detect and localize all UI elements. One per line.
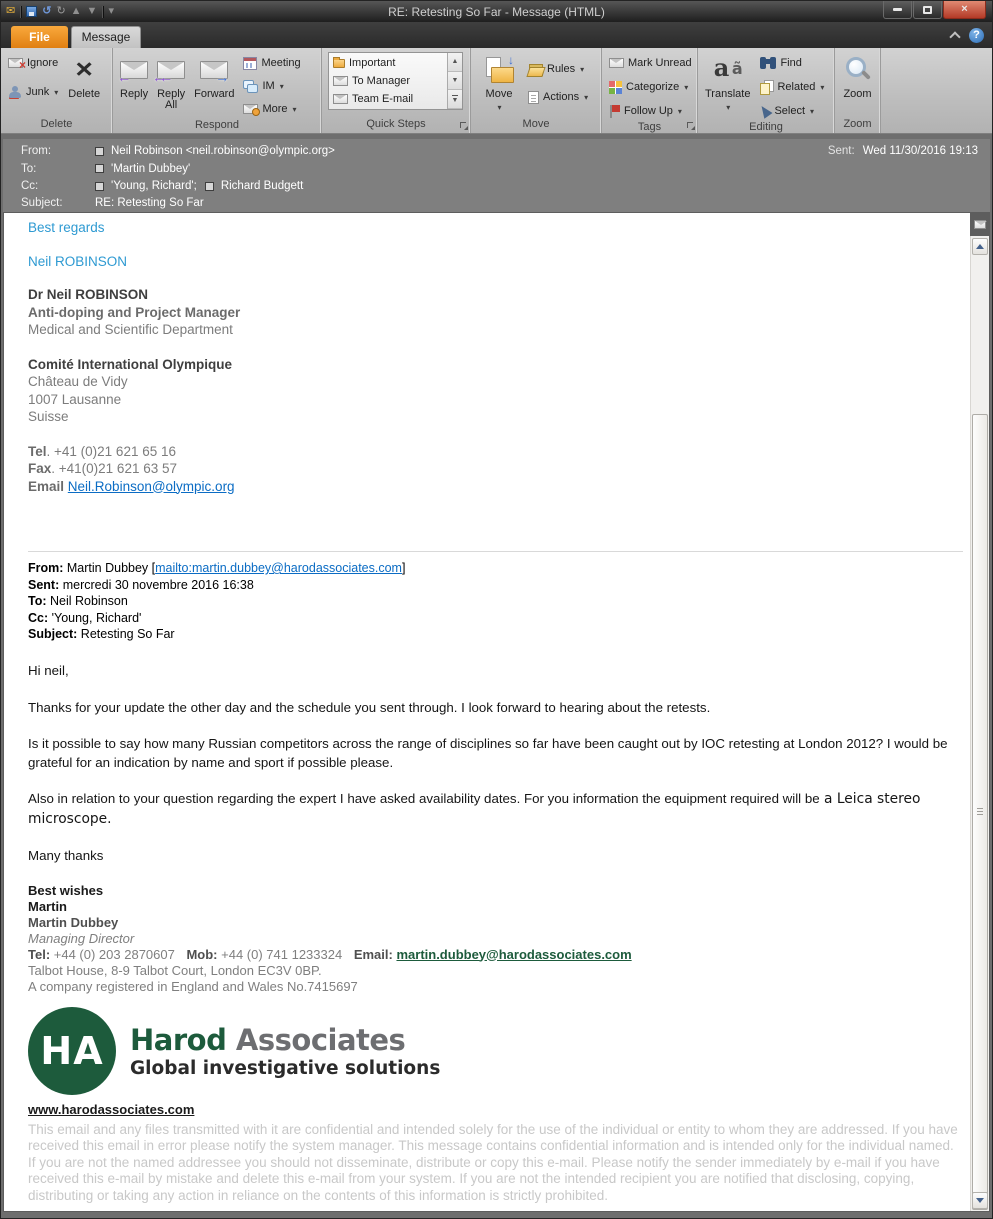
actions-button[interactable] xyxy=(525,87,591,107)
im-icon xyxy=(243,80,258,93)
quoted-cc-line: Cc: 'Young, Richard' xyxy=(28,610,142,625)
rules-label: Rules xyxy=(547,63,576,75)
find-label: Find xyxy=(780,57,802,69)
brand-name: Harod Associates xyxy=(130,1022,406,1057)
ribbon xyxy=(1,48,992,134)
sig-name: Dr Neil ROBINSON xyxy=(28,287,149,302)
first-name-line: Martin xyxy=(28,898,67,914)
window-title: RE: Retesting So Far - Message (HTML) xyxy=(388,4,605,19)
contact-presence-icon[interactable] xyxy=(205,182,214,191)
actions-label: Actions xyxy=(543,91,580,103)
chevron-down-icon: ▾ xyxy=(820,82,825,92)
important-step-icon xyxy=(333,59,345,68)
forward-envelope-icon: → xyxy=(200,61,228,79)
tab-message[interactable]: Message xyxy=(71,26,141,48)
reply-label: Reply xyxy=(120,88,149,100)
quoted-subject-line: Subject: Retesting So Far xyxy=(28,627,175,641)
job-title-line: Managing Director xyxy=(28,930,135,946)
qat-separator xyxy=(20,6,21,18)
chevron-down-icon: ▾ xyxy=(279,81,284,91)
sig-title: Anti-doping and Project Manager xyxy=(28,304,241,320)
full-name-line: Martin Dubbey xyxy=(28,914,119,930)
maximize-icon xyxy=(923,6,932,14)
gallery-more-icon: ▼ xyxy=(451,96,459,104)
org-addr-3: Suisse xyxy=(28,409,69,424)
titlebar[interactable] xyxy=(1,1,992,22)
mark-unread-envelope-icon xyxy=(609,58,624,68)
customize-qat-icon[interactable]: ▾ xyxy=(108,5,114,17)
forward-label: Forward xyxy=(194,88,235,100)
leica-text: a Leica stereo microscope. xyxy=(28,790,921,827)
best-wishes-line: Best wishes xyxy=(28,882,104,898)
chevron-down-icon: ▾ xyxy=(677,106,682,116)
next-item-icon[interactable]: ▼ xyxy=(86,5,98,17)
contact-presence-icon[interactable] xyxy=(95,147,104,156)
reply-all-envelope-icon: ←← xyxy=(157,61,185,79)
group-label-tags: Tags xyxy=(637,121,662,133)
quick-step-important-label: Important xyxy=(349,57,396,69)
translate-icon xyxy=(713,55,743,85)
qat-separator xyxy=(102,6,103,18)
to-label: To: xyxy=(21,162,37,175)
team-email-step-icon xyxy=(333,94,348,104)
zoom-label: Zoom xyxy=(843,88,872,100)
message-item-icon xyxy=(974,220,986,229)
select-button[interactable] xyxy=(757,101,827,121)
translate-label: Translate xyxy=(705,88,751,100)
categorize-squares-icon xyxy=(609,81,622,94)
ignore-label: Ignore xyxy=(27,57,59,69)
more-respond-button[interactable] xyxy=(240,99,303,119)
follow-up-label: Follow Up xyxy=(624,105,673,117)
follow-up-button[interactable] xyxy=(606,101,695,121)
gallery-scroll-down[interactable] xyxy=(448,72,462,91)
undo-icon[interactable]: ↺ xyxy=(42,5,52,17)
chevron-down-icon: ▾ xyxy=(54,87,59,97)
cc-value-2: Richard Budgett xyxy=(220,180,304,192)
ribbon-group-tags xyxy=(602,48,698,133)
scrollbar-up-button[interactable] xyxy=(972,238,988,255)
contact-presence-icon[interactable] xyxy=(95,182,104,191)
gallery-scroll-up[interactable] xyxy=(448,53,462,72)
reply-all-label: Reply All xyxy=(157,88,186,111)
chevron-down-icon: ▾ xyxy=(497,103,502,112)
subject-label: Subject: xyxy=(21,197,63,209)
dialog-launcher-icon[interactable] xyxy=(686,121,695,130)
header-row-to xyxy=(21,163,190,175)
ha-logo-circle-icon xyxy=(28,1007,116,1095)
group-label-move: Move xyxy=(522,118,550,130)
chevron-down-icon: ▾ xyxy=(810,106,815,116)
chevron-down-icon: ▾ xyxy=(584,92,589,102)
redo-icon[interactable]: ↻ xyxy=(56,5,66,17)
reply-envelope-icon: ← xyxy=(120,61,148,79)
related-pages-icon xyxy=(760,80,773,94)
from-value: Neil Robinson <neil.robinson@olympic.org> xyxy=(111,145,335,157)
group-label-editing: Editing xyxy=(749,121,783,133)
org-addr-1: Château de Vidy xyxy=(28,374,128,389)
sent-value: Wed 11/30/2016 19:13 xyxy=(862,145,978,157)
company-reg-line: A company registered in England and Wales No.7415697 xyxy=(28,978,358,994)
paragraph-3: Also in relation to your question regarding the expert I have asked availability dates. For you information the equipment required will be a Leica stereo microscope. xyxy=(28,790,921,827)
contact-presence-icon[interactable] xyxy=(95,164,104,173)
mark-unread-button[interactable] xyxy=(606,53,695,73)
more-label: More xyxy=(262,103,288,115)
delete-x-icon: × xyxy=(75,54,93,85)
scrollbar-thumb[interactable] xyxy=(972,414,988,1210)
junk-label: Junk xyxy=(26,86,50,98)
find-button[interactable] xyxy=(757,53,827,73)
email-content xyxy=(4,213,969,1211)
select-pointer-icon xyxy=(758,103,773,119)
meeting-button[interactable] xyxy=(240,53,303,73)
group-label-zoom: Zoom xyxy=(843,118,872,130)
cc-label: Cc: xyxy=(21,180,39,192)
categorize-button[interactable] xyxy=(606,77,695,97)
header-row-from xyxy=(21,145,335,157)
rules-folder-icon xyxy=(528,64,543,75)
ha-logo-initials: HA xyxy=(40,1028,104,1073)
chevron-down-icon: ▾ xyxy=(726,103,731,112)
org-name: Comité International Olympique xyxy=(28,356,233,372)
quick-step-team-email[interactable] xyxy=(333,91,447,107)
chevron-down-icon: ▾ xyxy=(684,82,689,92)
zoom-button[interactable] xyxy=(840,51,874,100)
close-icon: × xyxy=(961,3,968,15)
mailto-link[interactable]: mailto:martin.dubbey@harodassociates.com xyxy=(155,561,402,575)
fax-line: Fax. +41(0)21 621 63 57 xyxy=(28,461,177,476)
ignore-icon xyxy=(8,58,23,68)
meeting-calendar-icon xyxy=(243,57,257,70)
chevron-down-icon: ▾ xyxy=(292,104,297,114)
subject-value: RE: Retesting So Far xyxy=(95,197,204,209)
group-label-delete: Delete xyxy=(40,118,73,130)
window-controls xyxy=(882,1,986,19)
org-addr-2: 1007 Lausanne xyxy=(28,391,122,407)
scrollbar-grip-icon xyxy=(977,808,983,816)
website-link[interactable]: www.harodassociates.com xyxy=(28,1101,195,1117)
categorize-label: Categorize xyxy=(626,81,680,93)
select-label: Select xyxy=(774,105,806,117)
im-label: IM xyxy=(262,80,275,92)
close-button[interactable] xyxy=(943,1,986,19)
scroll-down-icon: ▼ xyxy=(451,77,459,84)
mark-unread-label: Mark Unread xyxy=(628,57,692,69)
minimize-button[interactable] xyxy=(883,1,912,19)
contact-line: Tel: +44 (0) 203 2870607 Mob: +44 (0) 741 1233324 Email: martin.dubbey@harodassociates.com xyxy=(28,946,632,962)
harod-email-link[interactable]: martin.dubbey@harodassociates.com xyxy=(396,946,632,962)
header-row-cc xyxy=(21,180,303,192)
ribbon-tab-row xyxy=(1,22,992,48)
ribbon-empty-area xyxy=(881,48,992,133)
scroll-up-icon: ▲ xyxy=(451,58,459,66)
quick-step-to-manager-label: To Manager xyxy=(352,75,411,87)
ribbon-group-editing xyxy=(698,48,835,133)
greeting-line: Hi neil, xyxy=(28,662,69,678)
ribbon-group-respond xyxy=(113,48,322,133)
brand-tagline: Global investigative solutions xyxy=(130,1057,441,1079)
closing-line: Best regards xyxy=(28,220,105,235)
meeting-label: Meeting xyxy=(261,57,301,69)
sent-field xyxy=(828,145,978,157)
related-button[interactable] xyxy=(757,77,827,97)
signer-name: Neil ROBINSON xyxy=(28,253,128,269)
minimize-ribbon-icon[interactable] xyxy=(949,31,960,42)
reply-button[interactable] xyxy=(117,51,151,100)
ribbon-group-move xyxy=(471,48,602,133)
related-label: Related xyxy=(777,81,816,93)
reply-all-button[interactable] xyxy=(151,51,191,111)
group-label-respond: Respond xyxy=(194,119,240,131)
move-folder-icon: ↓ xyxy=(484,57,514,83)
ribbon-group-delete xyxy=(1,48,113,133)
scrollbar-down-button[interactable] xyxy=(972,1192,988,1209)
rules-button[interactable] xyxy=(525,59,591,79)
to-manager-step-icon xyxy=(333,76,348,86)
delete-button[interactable] xyxy=(65,51,103,100)
paragraph-1: Thanks for your update the other day and the schedule you sent through. I look forward to hearing about the retests. xyxy=(28,699,711,715)
maximize-button[interactable] xyxy=(913,1,942,19)
quoted-from-line: From: Martin Dubbey [mailto:martin.dubbey@harodassociates.com] xyxy=(28,561,406,575)
help-icon[interactable]: ? xyxy=(969,28,984,43)
from-label: From: xyxy=(21,145,52,157)
email-link[interactable]: Neil.Robinson@olympic.org xyxy=(67,478,235,494)
disclaimer-text: This email and any files transmitted with it are confidential and intended solely for the use of the individual or entity to whom they are addressed. If you have received this email in error please notify the system manager. This message contains confidential information and is intended only for the individual named. If you are not the named addressee you should not disseminate, distribute or copy this e-mail. Please notify the sender immediately by e-mail if you have received this e-mail by mistake and delete this e-mail from your system. If you are not the intended recipient you are notified that disclosing, copying, distributing or taking any action in reliance on the contents of this information is strictly prohibited. xyxy=(28,1121,958,1203)
vertical-scrollbar[interactable] xyxy=(970,236,989,1211)
harod-logo xyxy=(28,1007,963,1095)
quick-step-team-email-label: Team E-mail xyxy=(352,93,414,105)
dialog-launcher-icon[interactable] xyxy=(459,121,468,130)
zoom-magnifier-icon xyxy=(844,56,872,84)
ribbon-group-quick-steps xyxy=(322,48,471,133)
follow-up-flag-icon xyxy=(609,105,620,118)
junk-button[interactable] xyxy=(5,82,61,102)
ribbon-group-zoom xyxy=(835,48,881,133)
thanks-line: Many thanks xyxy=(28,847,104,863)
actions-document-icon xyxy=(528,91,539,104)
message-item-button[interactable] xyxy=(970,213,989,236)
im-button[interactable] xyxy=(240,76,303,96)
move-button[interactable] xyxy=(481,51,517,113)
quoted-sent-line: Sent: mercredi 30 novembre 2016 16:38 xyxy=(28,577,254,592)
chevron-down-icon: ▾ xyxy=(580,64,585,74)
junk-icon xyxy=(8,86,22,99)
previous-item-icon[interactable]: ▲ xyxy=(70,5,82,17)
to-value: 'Martin Dubbey' xyxy=(111,162,191,175)
tel-line: Tel. +41 (0)21 621 65 16 xyxy=(28,443,176,459)
outlook-item-icon: ✉ xyxy=(6,5,16,17)
group-label-quick-steps: Quick Steps xyxy=(366,118,426,130)
scroll-down-icon xyxy=(976,1198,984,1203)
quick-step-important[interactable] xyxy=(333,55,447,71)
cc-value-1: 'Young, Richard'; xyxy=(111,180,197,192)
email-line: Email Neil.Robinson@olympic.org xyxy=(28,478,235,494)
quick-access-toolbar xyxy=(1,1,114,22)
translate-button[interactable] xyxy=(702,51,753,113)
header-row-subject xyxy=(21,197,204,209)
sig-dept: Medical and Scientific Department xyxy=(28,322,233,337)
more-respond-icon xyxy=(243,104,258,114)
scroll-up-icon xyxy=(976,244,984,249)
save-icon[interactable] xyxy=(26,6,37,17)
tab-file[interactable]: File xyxy=(11,26,68,48)
move-label: Move xyxy=(485,88,513,100)
address-line: Talbot House, 8-9 Talbot Court, London EC3V 0BP. xyxy=(28,962,322,978)
forward-button[interactable] xyxy=(191,51,237,100)
paragraph-2: Is it possible to say how many Russian competitors across the range of disciplines so far have been caught out by IOC retesting at London 2012? I would be grateful for an indication by name and sport if possible please. xyxy=(28,735,948,770)
message-body-pane xyxy=(3,212,990,1212)
quoted-to-line: To: Neil Robinson xyxy=(28,594,128,608)
find-binoculars-icon xyxy=(760,57,776,69)
ignore-button[interactable] xyxy=(5,53,61,73)
message-header-panel xyxy=(3,139,990,212)
sent-label: Sent: xyxy=(827,145,855,157)
minimize-icon xyxy=(893,8,902,11)
quick-steps-gallery xyxy=(328,52,463,110)
delete-label: Delete xyxy=(68,88,101,100)
quoted-header-block xyxy=(28,551,963,643)
quick-step-to-manager[interactable] xyxy=(333,73,447,89)
gallery-more-button[interactable] xyxy=(448,90,462,109)
